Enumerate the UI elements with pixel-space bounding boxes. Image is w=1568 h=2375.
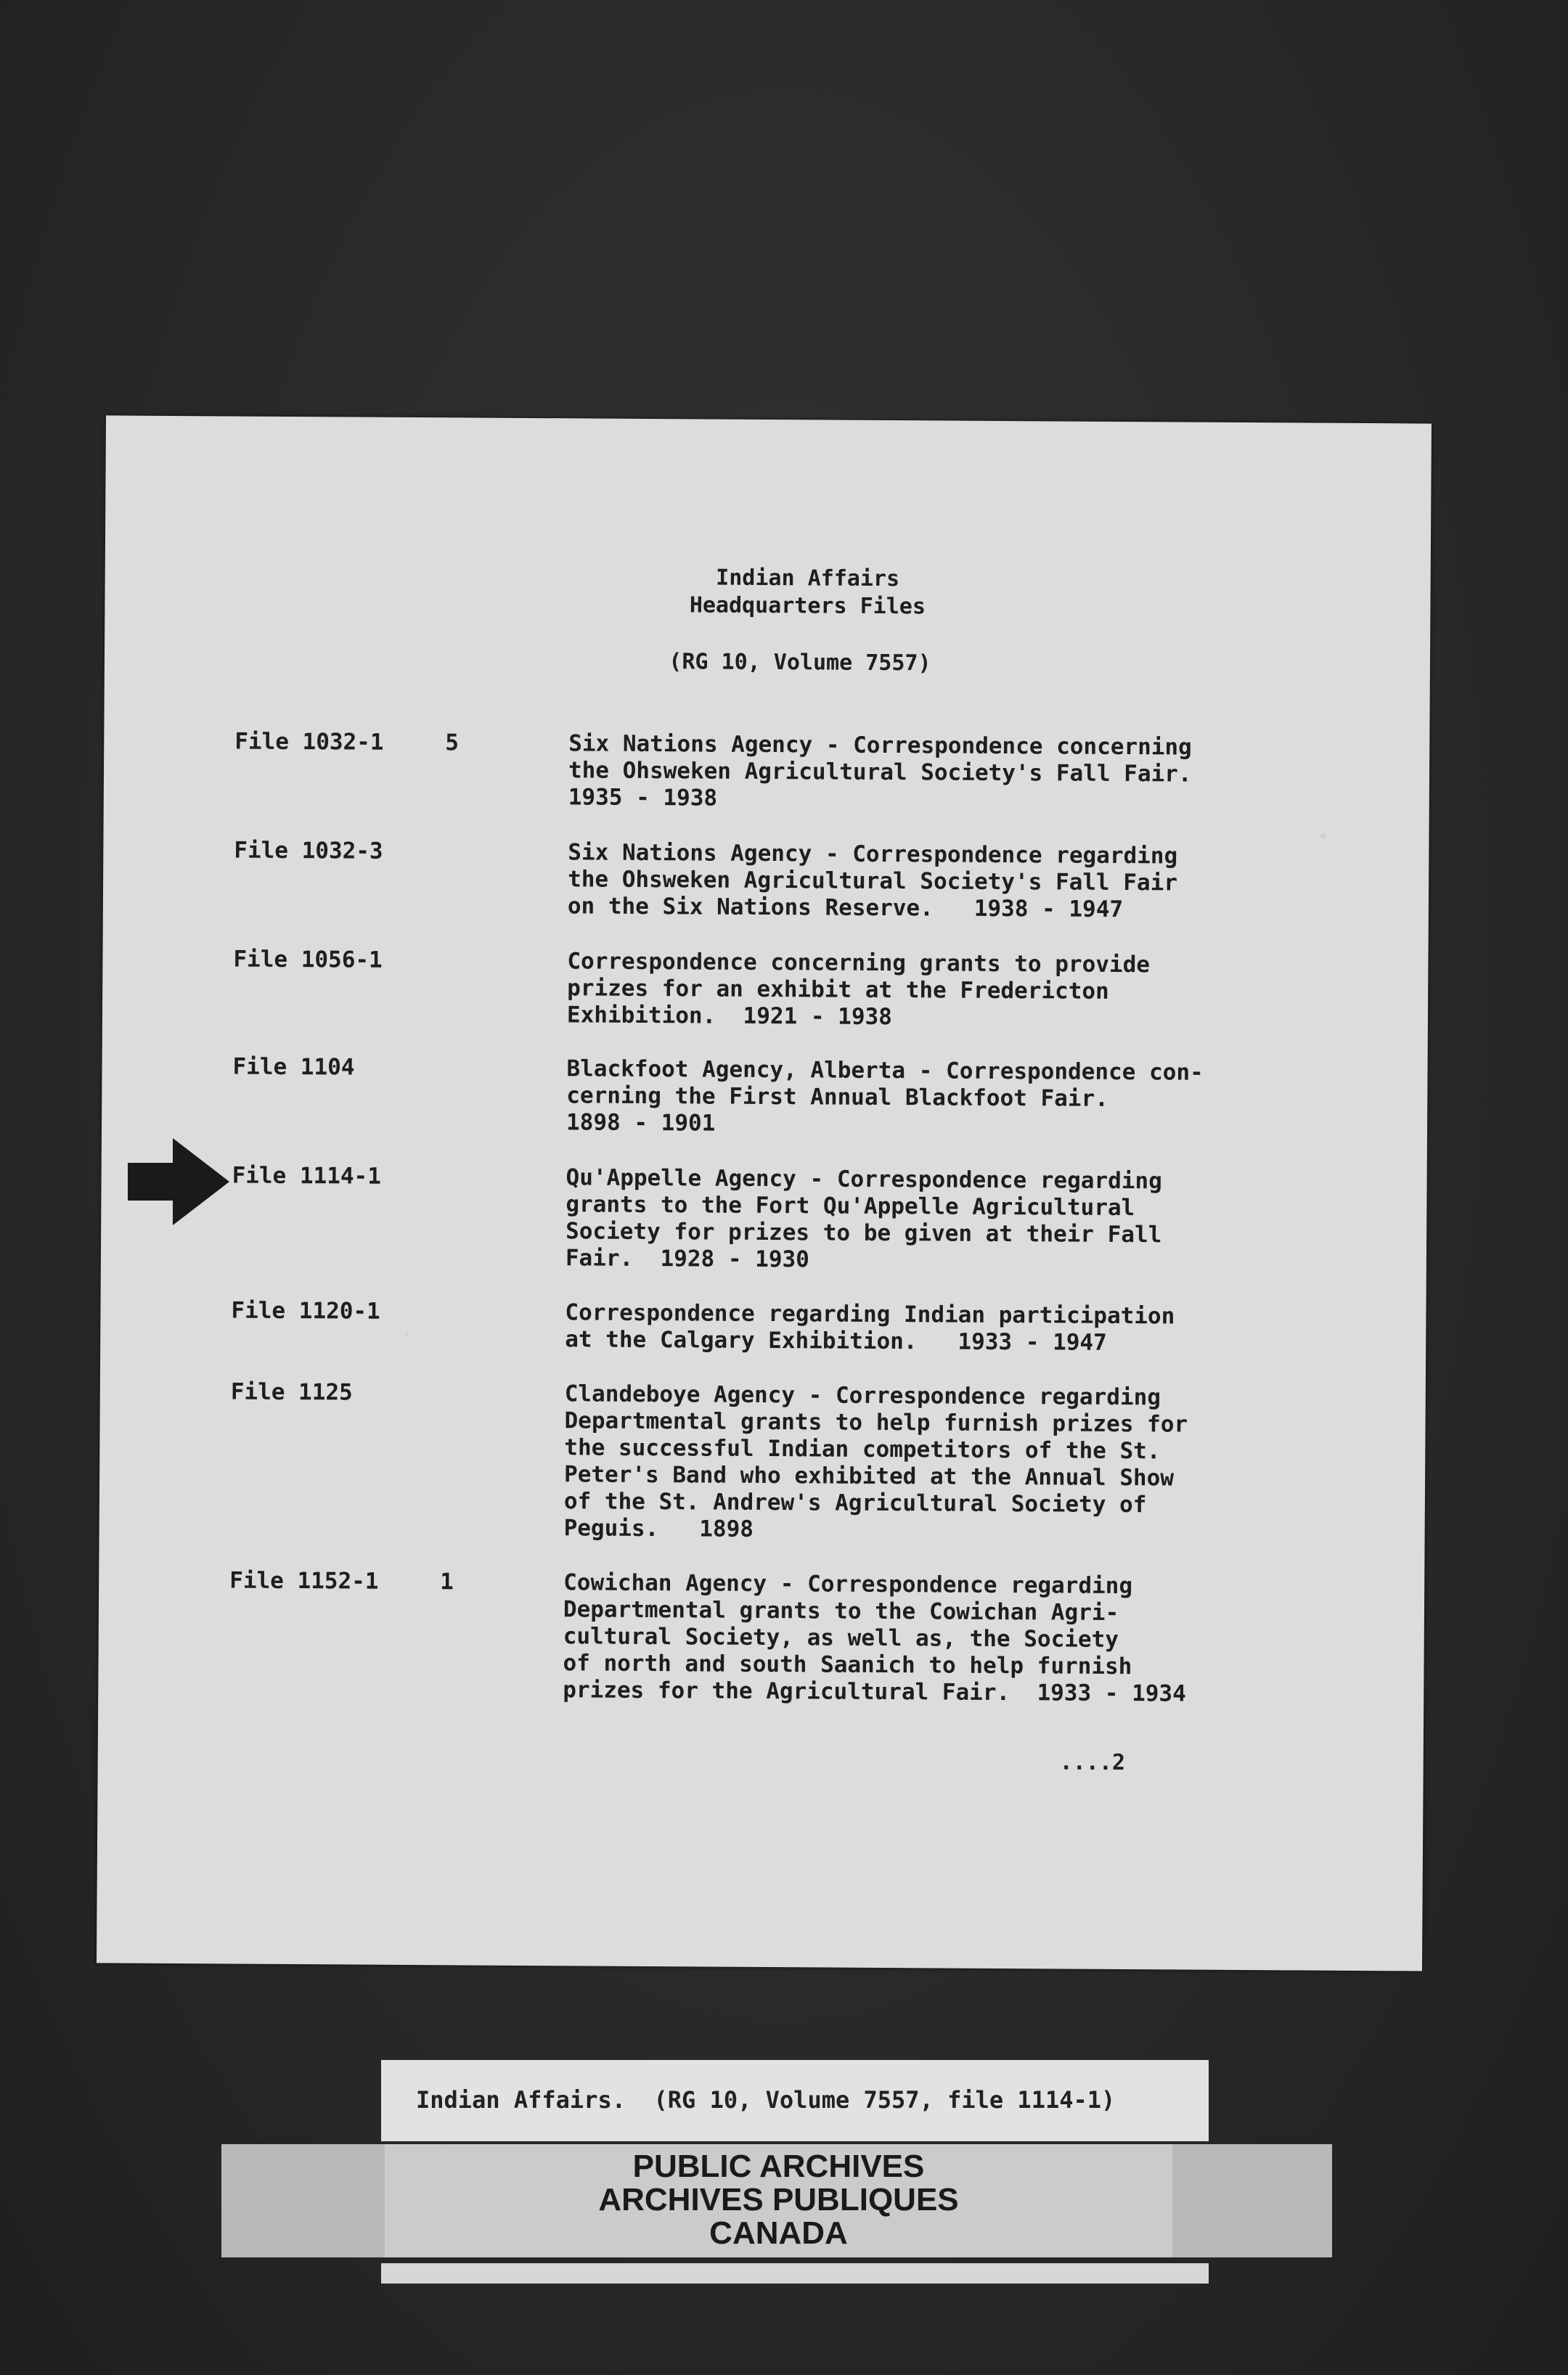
file-number: File 1120-1: [231, 1297, 380, 1325]
file-entry: [100, 1378, 1426, 1542]
description-line: prizes for an exhibit at the Fredericton: [567, 975, 1109, 1005]
description-line: Exhibition. 1921 - 1938: [566, 1002, 893, 1031]
dust-speck: [1320, 833, 1326, 839]
description-line: at the Calgary Exhibition. 1933 - 1947: [565, 1326, 1107, 1356]
description-line: Peter's Band who exhibited at the Annual Show: [564, 1461, 1175, 1492]
file-entry: [103, 836, 1429, 923]
description-line: 1935 - 1938: [568, 784, 718, 812]
description-line: Peguis. 1898: [563, 1515, 754, 1542]
file-description: [564, 1381, 1233, 1546]
file-number: File 1104: [232, 1053, 355, 1081]
description-line: Qu'Appelle Agency - Correspondence regarding: [565, 1164, 1162, 1195]
typed-document-page: [97, 415, 1432, 1971]
description-line: Six Nations Agency - Correspondence concerning: [568, 730, 1192, 761]
description-line: Society for prizes to be given at their Fall: [565, 1218, 1162, 1248]
file-entry: [99, 1566, 1424, 1707]
stamp-panel: [385, 2144, 1172, 2257]
reference-label-strip: [381, 2060, 1209, 2141]
description-line: Six Nations Agency - Correspondence regarding: [568, 839, 1178, 870]
description-line: Correspondence regarding Indian participation: [565, 1299, 1175, 1330]
description-line: Clandeboye Agency - Correspondence regarding: [564, 1381, 1161, 1411]
file-description: [563, 1569, 1231, 1708]
file-description: [565, 1299, 1233, 1357]
description-line: grants to the Fort Qu'Appelle Agricultural: [565, 1191, 1135, 1222]
file-number: File 1152-1: [229, 1567, 379, 1595]
file-entry: [102, 1161, 1427, 1273]
stamp-line-country: CANADA: [709, 2215, 848, 2251]
reference-label: Indian Affairs. (RG 10, Volume 7557, file 1114-1): [416, 2086, 1116, 2114]
continuation-marker: ....2: [1059, 1749, 1126, 1776]
description-line: Blackfoot Agency, Alberta - Correspondence con-: [566, 1055, 1204, 1086]
file-number: File 1056-1: [233, 946, 383, 973]
header-agency: Indian Affairs: [716, 565, 900, 592]
file-entry: [103, 945, 1429, 1031]
description-line: the Ohsweken Agricultural Society's Fall Fair: [568, 866, 1178, 896]
description-line: Departmental grants to help furnish prizes for: [564, 1407, 1188, 1438]
stamp-line-english: PUBLIC ARCHIVES: [632, 2149, 925, 2184]
description-line: cultural Society, as well as, the Society: [563, 1623, 1119, 1653]
dust-speck: [405, 1332, 409, 1336]
description-line: cerning the First Annual Blackfoot Fair.: [566, 1082, 1108, 1112]
description-line: of north and south Saanich to help furnish: [563, 1650, 1132, 1680]
file-entry: [104, 727, 1429, 812]
description-line: the successful Indian competitors of the St.: [564, 1434, 1161, 1465]
header-series: Headquarters Files: [689, 592, 926, 620]
archives-stamp: [221, 2144, 1332, 2257]
box-number: 5: [445, 729, 460, 756]
file-number: File 1125: [230, 1378, 353, 1406]
bottom-label-edge: [381, 2263, 1209, 2284]
file-number: File 1114-1: [232, 1162, 382, 1190]
file-description: [565, 1164, 1234, 1276]
box-number: 1: [440, 1569, 454, 1595]
description-line: the Ohsweken Agricultural Society's Fall Fair.: [568, 757, 1192, 788]
pointer-arrow-icon: [128, 1138, 229, 1225]
description-line: of the St. Andrew's Agricultural Society of: [563, 1488, 1147, 1518]
file-description: [567, 948, 1236, 1033]
description-line: 1898 - 1901: [565, 1109, 716, 1137]
header-volume: (RG 10, Volume 7557): [669, 649, 931, 676]
file-description: [566, 1055, 1235, 1140]
description-line: prizes for the Agricultural Fair. 1933 - 1934: [563, 1677, 1186, 1707]
file-entry: [101, 1296, 1426, 1356]
description-line: Fair. 1928 - 1930: [565, 1245, 809, 1273]
file-number: File 1032-1: [234, 728, 384, 756]
file-description: [568, 839, 1236, 924]
file-number: File 1032-3: [234, 837, 383, 864]
description-line: Correspondence concerning grants to provide: [567, 948, 1151, 978]
description-line: Departmental grants to the Cowichan Agri-: [563, 1596, 1119, 1626]
file-entry: [102, 1052, 1428, 1137]
stamp-line-french: ARCHIVES PUBLIQUES: [598, 2182, 959, 2217]
description-line: Cowichan Agency - Correspondence regarding: [563, 1569, 1133, 1600]
description-line: on the Six Nations Reserve. 1938 - 1947: [567, 893, 1124, 923]
file-description: [568, 730, 1237, 815]
